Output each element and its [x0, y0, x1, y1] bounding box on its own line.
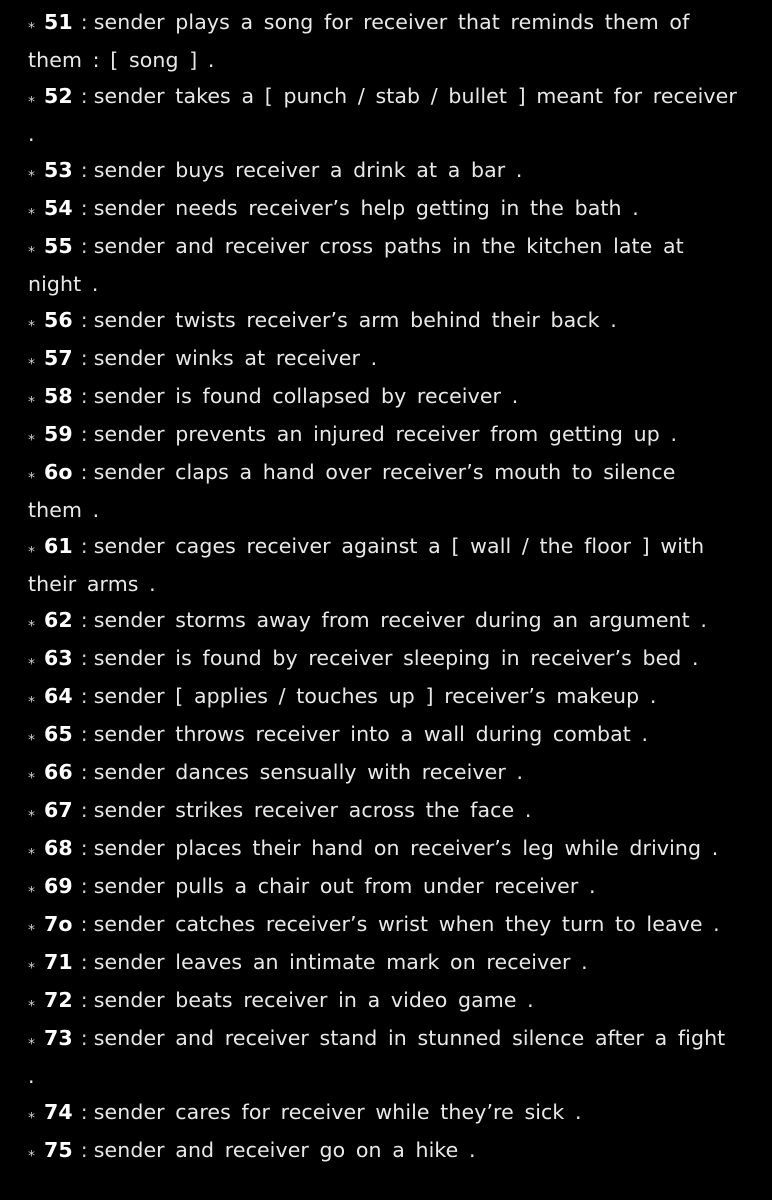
item-text: sender cares for receiver while they’re sick . — [93, 1100, 582, 1124]
item-text: sender claps a hand over receiver’s mouth to silence them . — [28, 460, 676, 522]
item-number: 75 — [44, 1138, 73, 1162]
asterisk-bullet-icon: ⁎ — [28, 842, 36, 858]
list-item — [28, 754, 740, 792]
item-text: sender [ applies / touches up ] receiver’s makeup . — [93, 684, 657, 708]
item-number: 58 — [44, 384, 73, 408]
item-number: 54 — [44, 196, 73, 220]
list-item — [28, 906, 740, 944]
separator: : — [80, 158, 88, 182]
item-number: 57 — [44, 346, 73, 370]
item-text: sender catches receiver’s wrist when they turn to leave . — [93, 912, 720, 936]
item-number: 69 — [44, 874, 73, 898]
asterisk-bullet-icon: ⁎ — [28, 956, 36, 972]
item-text: sender needs receiver’s help getting in the bath . — [93, 196, 639, 220]
separator: : — [80, 722, 88, 746]
asterisk-bullet-icon: ⁎ — [28, 540, 36, 556]
asterisk-bullet-icon: ⁎ — [28, 90, 36, 106]
item-number: 59 — [44, 422, 73, 446]
list-item — [28, 830, 740, 868]
item-text: sender plays a song for receiver that reminds them of them : [ song ] . — [28, 10, 690, 72]
item-number: 64 — [44, 684, 73, 708]
item-text: sender buys receiver a drink at a bar . — [93, 158, 523, 182]
item-number: 67 — [44, 798, 73, 822]
separator: : — [80, 1026, 88, 1050]
list-item — [28, 982, 740, 1020]
item-text: sender storms away from receiver during an argument . — [93, 608, 708, 632]
asterisk-bullet-icon: ⁎ — [28, 16, 36, 32]
item-number: 62 — [44, 608, 73, 632]
item-number: 63 — [44, 646, 73, 670]
item-number: 51 — [44, 10, 73, 34]
item-number: 72 — [44, 988, 73, 1012]
asterisk-bullet-icon: ⁎ — [28, 352, 36, 368]
asterisk-bullet-icon: ⁎ — [28, 880, 36, 896]
item-number: 52 — [44, 84, 73, 108]
item-number: 71 — [44, 950, 73, 974]
item-text: sender strikes receiver across the face . — [93, 798, 532, 822]
asterisk-bullet-icon: ⁎ — [28, 994, 36, 1010]
list-item — [28, 602, 740, 640]
list-item — [28, 1020, 740, 1094]
asterisk-bullet-icon: ⁎ — [28, 314, 36, 330]
item-number: 7o — [44, 912, 73, 936]
list-item — [28, 678, 740, 716]
item-text: sender beats receiver in a video game . — [93, 988, 534, 1012]
separator: : — [80, 836, 88, 860]
item-text: sender and receiver cross paths in the kitchen late at night . — [28, 234, 684, 296]
list-item — [28, 228, 740, 302]
asterisk-bullet-icon: ⁎ — [28, 202, 36, 218]
list-item — [28, 792, 740, 830]
separator: : — [80, 460, 88, 484]
list-item — [28, 302, 740, 340]
item-text: sender pulls a chair out from under receiver . — [93, 874, 596, 898]
item-number: 53 — [44, 158, 73, 182]
separator: : — [80, 10, 88, 34]
item-number: 74 — [44, 1100, 73, 1124]
asterisk-bullet-icon: ⁎ — [28, 652, 36, 668]
asterisk-bullet-icon: ⁎ — [28, 1032, 36, 1048]
asterisk-bullet-icon: ⁎ — [28, 428, 36, 444]
separator: : — [80, 384, 88, 408]
separator: : — [80, 196, 88, 220]
asterisk-bullet-icon: ⁎ — [28, 614, 36, 630]
asterisk-bullet-icon: ⁎ — [28, 804, 36, 820]
separator: : — [80, 234, 88, 258]
item-text: sender and receiver stand in stunned silence after a fight . — [28, 1026, 726, 1088]
separator: : — [80, 308, 88, 332]
separator: : — [80, 422, 88, 446]
separator: : — [80, 608, 88, 632]
separator: : — [80, 1138, 88, 1162]
asterisk-bullet-icon: ⁎ — [28, 390, 36, 406]
asterisk-bullet-icon: ⁎ — [28, 766, 36, 782]
item-text: sender is found by receiver sleeping in receiver’s bed . — [93, 646, 699, 670]
list-item — [28, 378, 740, 416]
list-item — [28, 416, 740, 454]
list-item — [28, 1094, 740, 1132]
list-item — [28, 190, 740, 228]
separator: : — [80, 534, 88, 558]
asterisk-bullet-icon: ⁎ — [28, 1144, 36, 1160]
asterisk-bullet-icon: ⁎ — [28, 918, 36, 934]
asterisk-bullet-icon: ⁎ — [28, 1106, 36, 1122]
list-item — [28, 716, 740, 754]
item-text: sender places their hand on receiver’s leg while driving . — [93, 836, 719, 860]
item-text: sender twists receiver’s arm behind their back . — [93, 308, 617, 332]
list-item — [28, 4, 740, 78]
list-item — [28, 78, 740, 152]
item-number: 68 — [44, 836, 73, 860]
asterisk-bullet-icon: ⁎ — [28, 728, 36, 744]
separator: : — [80, 798, 88, 822]
separator: : — [80, 684, 88, 708]
separator: : — [80, 646, 88, 670]
item-number: 55 — [44, 234, 73, 258]
list-item — [28, 1132, 740, 1170]
list-item — [28, 528, 740, 602]
list-item — [28, 152, 740, 190]
item-text: sender is found collapsed by receiver . — [93, 384, 519, 408]
list-item — [28, 340, 740, 378]
item-number: 66 — [44, 760, 73, 784]
item-number: 73 — [44, 1026, 73, 1050]
list-item — [28, 640, 740, 678]
item-text: sender and receiver go on a hike . — [93, 1138, 476, 1162]
item-number: 56 — [44, 308, 73, 332]
item-number: 6o — [44, 460, 73, 484]
separator: : — [80, 760, 88, 784]
separator: : — [80, 988, 88, 1012]
item-number: 61 — [44, 534, 73, 558]
item-text: sender cages receiver against a [ wall / the floor ] with their arms . — [28, 534, 705, 596]
item-text: sender leaves an intimate mark on receiver . — [93, 950, 588, 974]
item-text: sender throws receiver into a wall during combat . — [93, 722, 649, 746]
asterisk-bullet-icon: ⁎ — [28, 164, 36, 180]
asterisk-bullet-icon: ⁎ — [28, 466, 36, 482]
separator: : — [80, 1100, 88, 1124]
list-item — [28, 944, 740, 982]
item-text: sender takes a [ punch / stab / bullet ] meant for receiver . — [28, 84, 737, 146]
separator: : — [80, 874, 88, 898]
item-number: 65 — [44, 722, 73, 746]
asterisk-bullet-icon: ⁎ — [28, 240, 36, 256]
prompt-list — [28, 4, 740, 1170]
list-item — [28, 868, 740, 906]
item-text: sender prevents an injured receiver from getting up . — [93, 422, 678, 446]
separator: : — [80, 346, 88, 370]
separator: : — [80, 950, 88, 974]
separator: : — [80, 84, 88, 108]
separator: : — [80, 912, 88, 936]
item-text: sender dances sensually with receiver . — [93, 760, 524, 784]
list-item — [28, 454, 740, 528]
asterisk-bullet-icon: ⁎ — [28, 690, 36, 706]
item-text: sender winks at receiver . — [93, 346, 378, 370]
